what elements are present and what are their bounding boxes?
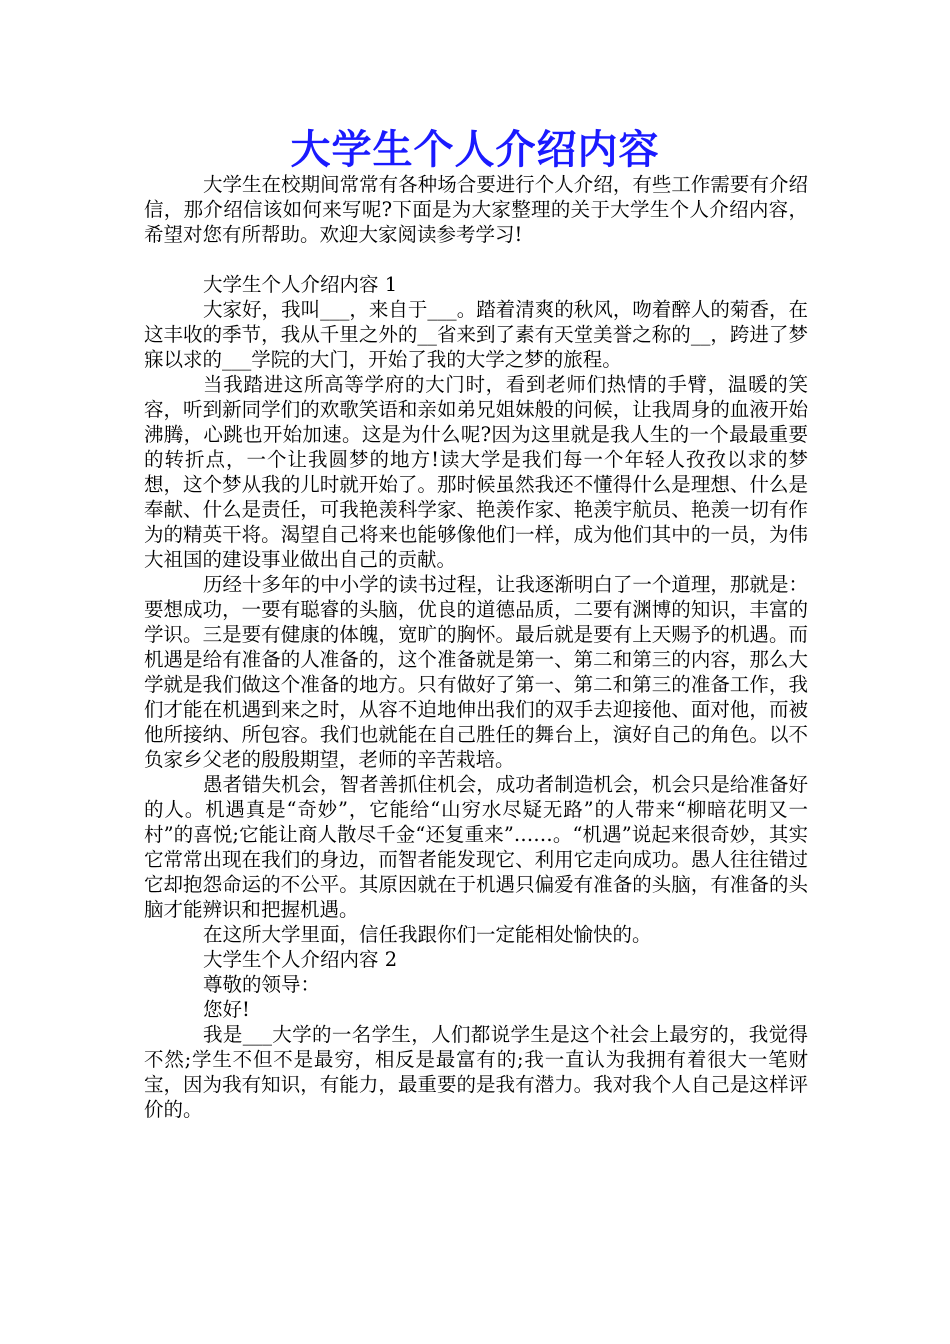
section-1-paragraph-2: 当我踏进这所高等学府的大门时，看到老师们热情的手臂，温暖的笑容，听到新同学们的欢歌笑语和亲如弟兄姐妹般的问候，让我周身的血液开始沸腾，心跳也开始加速。这是为什么呢?因为这里就是我人生的一个最最重要的转折点，一个让我圆梦的地方!读大学是我们每一个年轻人孜孜以求的梦想，这个梦从我的儿时就开始了。那时候虽然我还不懂得什么是理想、什么是奉献、什么是责任，可我艳羡科学家、艳羡作家、艳羡宇航员、艳羡一切有作为的精英干将。渴望自己将来也能够像他们一样，成为他们其中的一员，为伟大祖国的建设事业做出自己的贡献。 bbox=[144, 373, 808, 571]
section-2-heading: 大学生个人介绍内容 2 bbox=[203, 948, 398, 971]
section-1-heading: 大学生个人介绍内容 1 bbox=[203, 273, 398, 296]
document-title: 大学生个人介绍内容 bbox=[290, 127, 660, 173]
section-1-paragraph-4: 愚者错失机会，智者善抓住机会，成功者制造机会，机会只是给准备好的人。机遇真是“奇妙”，它能给“山穷水尽疑无路”的人带来“柳暗花明又一村”的喜悦;它能让商人散尽千金“还复重来”……。“机遇”说起来很奇妙，其实它常常出现在我们的身边，而智者能发现它、利用它走向成功。愚人往往错过它却抱怨命运的不公平。其原因就在于机遇只偏爱有准备的头脑，有准备的头脑才能辨识和把握机遇。 bbox=[144, 773, 808, 921]
section-1-paragraph-5: 在这所大学里面，信任我跟你们一定能相处愉快的。 bbox=[203, 923, 652, 946]
intro-paragraph: 大学生在校期间常常有各种场合要进行个人介绍，有些工作需要有介绍信，那介绍信该如何来写呢?下面是为大家整理的关于大学生个人介绍内容，希望对您有所帮助。欢迎大家阅读参考学习! bbox=[144, 173, 808, 246]
section-2-paragraph-1: 我是___大学的一名学生，人们都说学生是这个社会上最穷的，我觉得不然;学生不但不是最穷，相反是最富有的;我一直认为我拥有着很大一笔财宝，因为我有知识，有能力，最重要的是我有潜力。我对我个人自己是这样评价的。 bbox=[144, 1023, 808, 1121]
section-2-salutation: 尊敬的领导： bbox=[203, 973, 321, 996]
document-body bbox=[144, 172, 808, 1122]
paragraph-gap bbox=[144, 247, 808, 272]
section-1-paragraph-3: 历经十多年的中小学的读书过程，让我逐渐明白了一个道理，那就是：要想成功，一要有聪睿的头脑，优良的道德品质，二要有渊博的知识，丰富的学识。三是要有健康的体魄，宽旷的胸怀。最后就是要有上天赐予的机遇。而机遇是给有准备的人准备的，这个准备就是第一、第二和第三的内容，那么大学就是我们做这个准备的地方。只有做好了第一、第二和第三的准备工作，我们才能在机遇到来之时，从容不迫地伸出我们的双手去迎接他、面对他，而被他所接纳、所包容。我们也就能在自己胜任的舞台上，演好自己的角色。以不负家乡父老的殷殷期望，老师的辛苦栽培。 bbox=[144, 573, 808, 771]
section-2-greeting: 您好! bbox=[203, 998, 250, 1021]
section-1-paragraph-1: 大家好，我叫___，来自于___。踏着清爽的秋风，吻着醉人的菊香，在这丰收的季节，我从千里之外的__省来到了素有天堂美誉之称的__，跨进了梦寐以求的___学院的大门，开始了我的大学之梦的旅程。 bbox=[144, 298, 808, 371]
